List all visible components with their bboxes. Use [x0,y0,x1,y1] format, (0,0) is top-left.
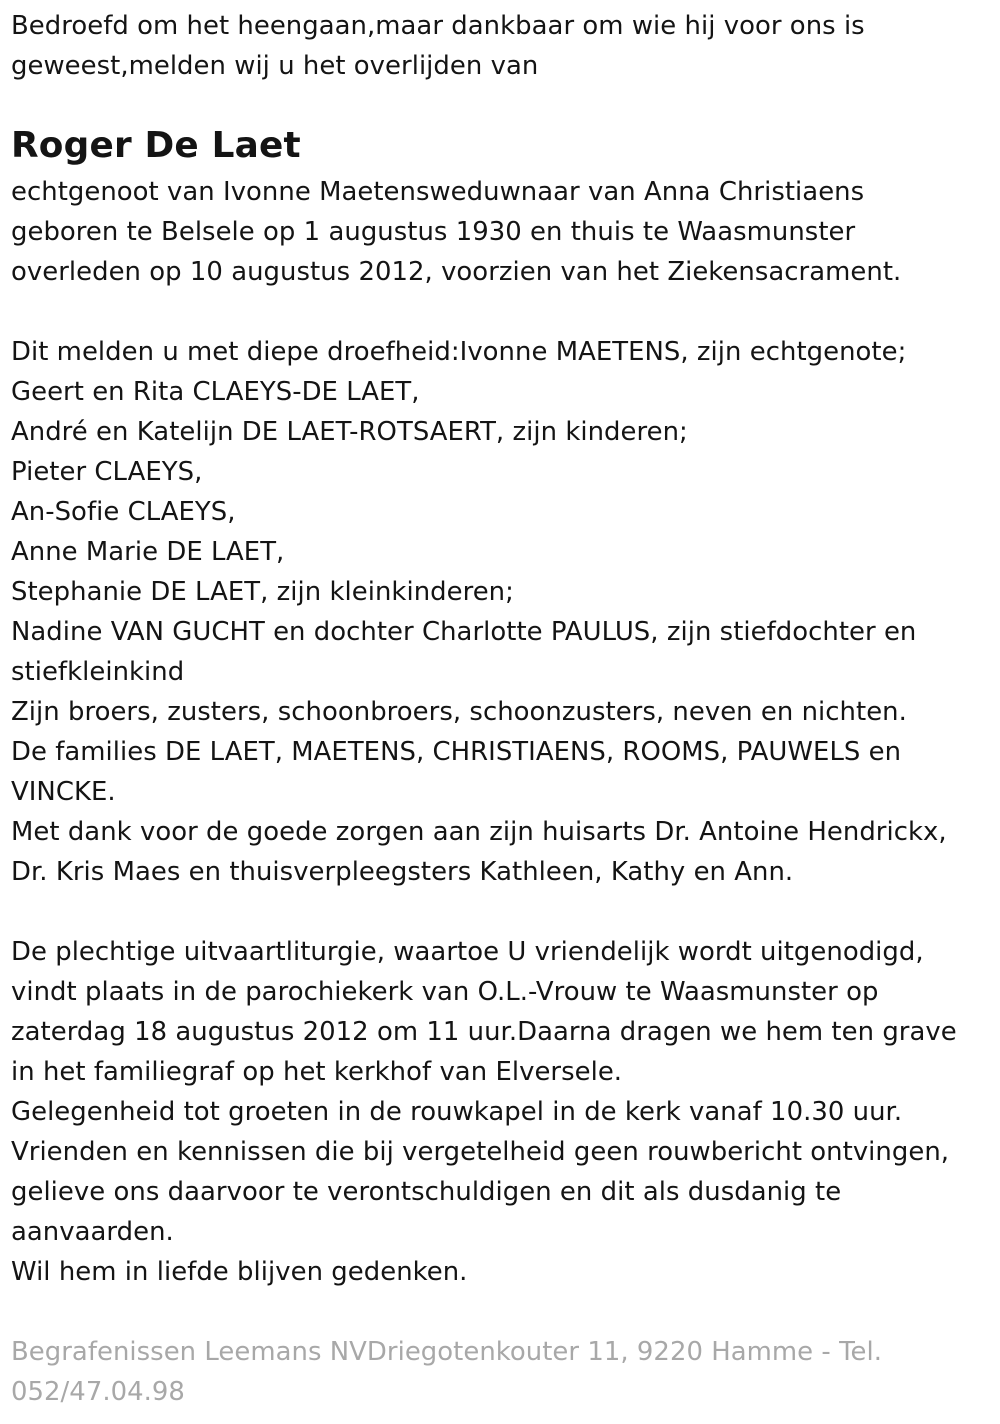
ceremony-line: zaterdag 18 augustus 2012 om 11 uur.Daarna dragen we hem ten grave [11,1017,957,1047]
ceremony-line: Gelegenheid tot groeten in de rouwkapel in de kerk vanaf 10.30 uur. [11,1097,903,1127]
family-line: Geert en Rita CLAEYS-DE LAET, [11,377,420,407]
footer-line: 052/47.04.98 [11,1377,185,1407]
intro-line: Bedroefd om het heengaan,maar dankbaar om wie hij voor ons is [11,11,865,41]
spacer [11,1292,990,1332]
family-line: stiefkleinkind [11,657,185,687]
details-line: overleden op 10 augustus 2012, voorzien van het Ziekensacrament. [11,257,902,287]
footer-line: Begrafenissen Leemans NVDriegotenkouter 11, 9220 Hamme - Tel. [11,1337,883,1367]
family-line: An-Sofie CLAEYS, [11,497,236,527]
family-line: André en Katelijn DE LAET-ROTSAERT, zijn kinderen; [11,417,688,447]
spacer [11,292,990,332]
details-line: echtgenoot van Ivonne Maetensweduwnaar van Anna Christiaens [11,177,865,207]
intro-text [11,6,990,86]
family-line: VINCKE. [11,777,116,807]
family-line: Dr. Kris Maes en thuisverpleegsters Kathleen, Kathy en Ann. [11,857,794,887]
ceremony-info [11,932,990,1292]
funeral-home-footer [11,1332,990,1412]
deceased-name: Roger De Laet [11,125,301,166]
intro-line: geweest,melden wij u het overlijden van [11,51,539,81]
ceremony-line: Wil hem in liefde blijven gedenken. [11,1257,468,1287]
family-line: Anne Marie DE LAET, [11,537,285,567]
ceremony-line: in het familiegraf op het kerkhof van Elversele. [11,1057,623,1087]
family-line: Stephanie DE LAET, zijn kleinkinderen; [11,577,514,607]
ceremony-line: aanvaarden. [11,1217,174,1247]
ceremony-line: Vrienden en kennissen die bij vergetelheid geen rouwbericht ontvingen, [11,1137,950,1167]
family-line: Dit melden u met diepe droefheid:Ivonne MAETENS, zijn echtgenote; [11,337,907,367]
family-line: Nadine VAN GUCHT en dochter Charlotte PAULUS, zijn stiefdochter en [11,617,917,647]
ceremony-line: vindt plaats in de parochiekerk van O.L.-Vrouw te Waasmunster op [11,977,879,1007]
family-line: Pieter CLAEYS, [11,457,203,487]
deceased-details [11,172,990,292]
family-announcement [11,332,990,892]
family-line: Zijn broers, zusters, schoonbroers, schoonzusters, neven en nichten. [11,697,907,727]
details-line: geboren te Belsele op 1 augustus 1930 en thuis te Waasmunster [11,217,856,247]
spacer [11,892,990,932]
family-line: Met dank voor de goede zorgen aan zijn huisarts Dr. Antoine Hendrickx, [11,817,947,847]
ceremony-line: gelieve ons daarvoor te verontschuldigen en dit als dusdanig te [11,1177,842,1207]
family-line: De families DE LAET, MAETENS, CHRISTIAENS, ROOMS, PAUWELS en [11,737,902,767]
ceremony-line: De plechtige uitvaartliturgie, waartoe U vriendelijk wordt uitgenodigd, [11,937,924,967]
